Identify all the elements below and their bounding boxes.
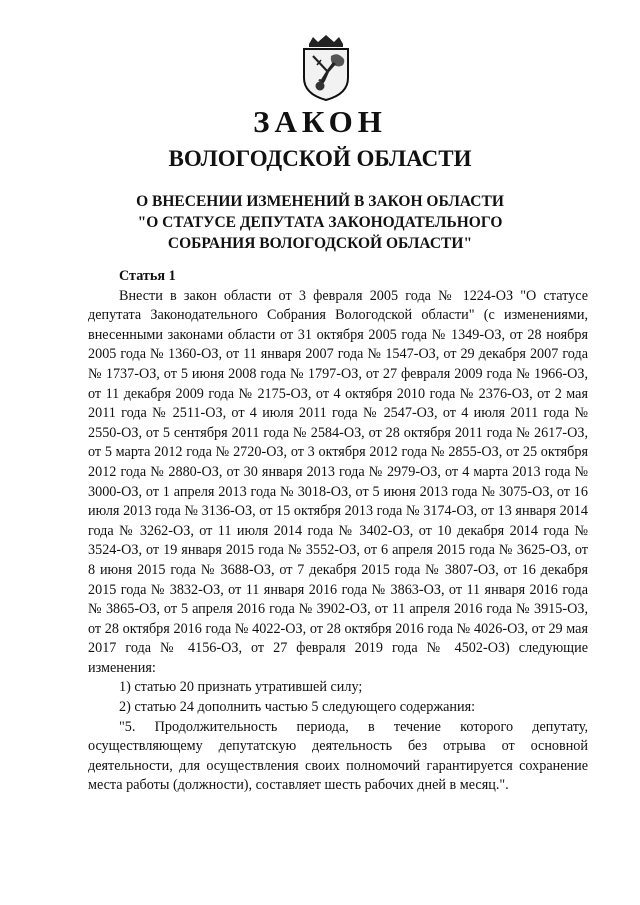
article-quote: "5. Продолжительность периода, в течение которого депутату, осуществляющему депутатскую деятельность без отрыва от основной деятельности, для осуществления своих полномочий гарантируется сохранение места работы (должности), составляет шесть рабочих дней в месяц.". [88, 718, 588, 794]
article-item: 2) статью 24 дополнить частью 5 следующего содержания: [119, 699, 476, 716]
law-heading [0, 191, 640, 254]
law-heading-line: СОБРАНИЯ ВОЛОГОДСКОЙ ОБЛАСТИ" [167, 235, 473, 252]
document-subtitle: ВОЛОГОДСКОЙ ОБЛАСТИ [168, 146, 472, 171]
article-item: 1) статью 20 признать утратившей силу; [119, 679, 363, 696]
document-title: ЗАКОН [253, 104, 387, 139]
law-heading-line: О ВНЕСЕНИИ ИЗМЕНЕНИЙ В ЗАКОН ОБЛАСТИ [136, 193, 504, 210]
law-heading-line: "О СТАТУСЕ ДЕПУТАТА ЗАКОНОДАТЕЛЬНОГО [137, 214, 503, 231]
article-intro: Внести в закон области от 3 февраля 2005 года № 1224-ОЗ "О статусе депутата Законодательного Собрания Вологодской области" (с изменениями, внесенными законами области от 31 октября 2005 года № 1349-ОЗ, от 28 ноября 2005 года № 1360-ОЗ, от 11 января 2007 года № 1547-ОЗ, от 29 декабря 2007 года № 1737-ОЗ, от 5 июня 2008 года № 1797-ОЗ, от 27 февраля 2009 года № 1966-ОЗ, от 11 декабря 2009 года № 2175-ОЗ, от 4 октября 2010 года № 2376-ОЗ, от 2 мая 2011 года № 2511-ОЗ, от 4 июля 2011 года № 2547-ОЗ, от 4 июля 2011 года № 2550-ОЗ, от 5 сентября 2011 года № 2584-ОЗ, от 28 октября 2011 года № 2617-ОЗ, от 5 марта 2012 года № 2720-ОЗ, от 3 октября 2012 года № 2855-ОЗ, от 25 октября 2012 года № 2880-ОЗ, от 30 января 2013 года № 2979-ОЗ, от 4 марта 2013 года № 3000-ОЗ, от 1 апреля 2013 года № 3018-ОЗ, от 5 июня 2013 года № 3075-ОЗ, от 16 июля 2013 года № 3136-ОЗ, от 15 октября 2013 года № 3174-ОЗ, от 13 января 2014 года № 3262-ОЗ, от 11 июля 2014 года № 3402-ОЗ, от 10 декабря 2014 года № 3524-ОЗ, от 19 января 2015 года № 3552-ОЗ, от 6 апреля 2015 года № 3625-ОЗ, от 8 июня 2015 года № 3688-ОЗ, от 7 декабря 2015 года № 3807-ОЗ, от 16 декабря 2015 года № 3832-ОЗ, от 11 января 2016 года № 3863-ОЗ, от 11 января 2016 года № 3865-ОЗ, от 5 апреля 2016 года № 3902-ОЗ, от 11 апреля 2016 года № 3915-ОЗ, от 28 октября 2016 года № 4022-ОЗ, от 28 октября 2016 года № 4026-ОЗ, от 29 мая 2017 года № 4156-ОЗ, от 27 февраля 2019 года № 4502-ОЗ) следующие изменения: [88, 287, 588, 676]
article-label: Статья 1 [119, 268, 176, 284]
coat-of-arms-icon [299, 34, 353, 102]
article-body [88, 267, 588, 796]
